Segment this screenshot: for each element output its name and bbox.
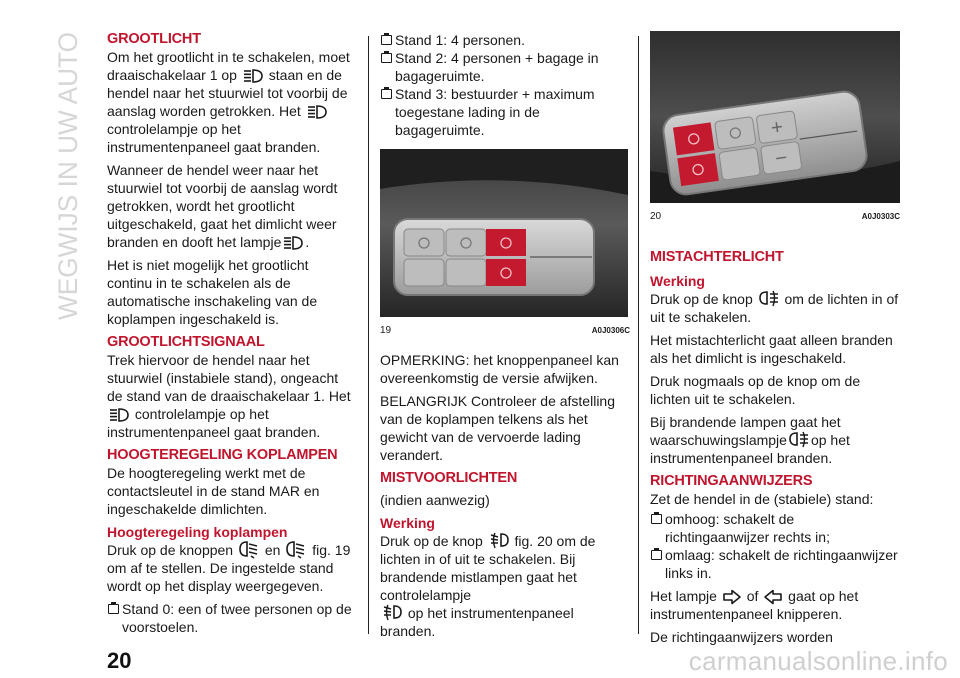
list-item: Stand 1: 4 personen. [380,31,630,49]
turn-signal-right-icon [722,589,742,605]
figure-20-image [650,31,900,203]
paragraph: Druk op de knoppen en fig. 19 om af te stellen. De ingestelde stand wordt op het display weergegeven. [107,542,351,594]
paragraph: (indien aanwezig) [380,492,490,508]
paragraph: Het mistachterlicht gaat alleen branden als het dimlicht is ingeschakeld. [650,332,893,366]
figure-code: A0J0306C [591,326,630,335]
turn-signal-left-icon [763,589,783,605]
column-2 [380,31,630,645]
paragraph: De richtingaanwijzers worden [650,629,833,645]
low-beam-icon [285,541,307,559]
paragraph: BELANGRIJK Controleer de afstelling van de koplampen telkens als het gewicht van de vervoerde lading verandert. [380,393,615,463]
heading-mistachterlicht: MISTACHTERLICHT [650,249,784,265]
high-beam-icon [242,68,264,84]
figure-20 [650,31,900,203]
list-item: Stand 0: een of twee personen op de voorstoelen. [107,600,355,636]
paragraph: Druk op de knop om de lichten in of uit te schakelen. [650,291,899,325]
bullet-icon [108,604,119,614]
rear-fog-light-icon [758,290,780,308]
low-beam-icon [238,541,260,559]
list-item: Stand 3: bestuurder + maximum toegestane lading in de bagageruimte. [380,85,630,139]
high-beam-icon [282,235,304,251]
paragraph: Om het grootlicht in te schakelen, moet draaischakelaar 1 op staan en de hendel naar het stuurwiel tot voorbij de aanslag worden getrokken. Het controlelampje op het instrumentenpaneel gaat branden. [107,49,350,155]
figure-19-image [380,149,628,317]
figure-19 [380,149,628,317]
bullet-icon [651,550,662,560]
list-item: omlaag: schakelt de richtingaanwijzer links in. [650,546,900,582]
figure-code: A0J0303C [861,212,900,221]
rear-fog-light-icon [788,431,810,449]
heading-hoogteregeling: HOOGTEREGELING KOPLAMPEN [107,447,338,463]
bullet-icon [381,89,392,99]
paragraph: Druk op de knop fig. 20 om de lichten in of uit te schakelen. Bij brandende mistlampen gaat het controlelampje op het instrumentenpaneel branden. [380,533,596,639]
paragraph: Trek hiervoor de hendel naar het stuurwiel (instabiele stand), ongeacht de stand van de draaischakelaar 1. Het controlelampje op het instrumentenpaneel gaat branden. [107,352,351,440]
side-tab [46,30,86,320]
subheading-werking: Werking [380,515,435,531]
high-beam-icon [306,104,328,120]
figure-number: 20 [650,211,662,222]
heading-grootlicht: GROOTLICHT [107,31,201,47]
subheading-werking: Werking [650,273,705,289]
heading-richtingaanwijzers: RICHTINGAANWIJZERS [650,473,813,489]
heading-grootlichtsignaal: GROOTLICHTSIGNAAL [107,334,265,350]
column-divider-2 [638,36,639,634]
column-3 [650,31,900,651]
heading-mistvoorlichten: MISTVOORLICHTEN [380,470,518,486]
column-divider-1 [368,36,369,634]
figure-number: 19 [380,325,392,336]
paragraph: OPMERKING: het knoppenpaneel kan overeenkomstig de versie afwijken. [380,352,619,386]
list-item: omhoog: schakelt de richtingaanwijzer rechts in; [650,510,900,546]
page-number: 20 [107,648,132,673]
figure-19-caption [380,325,630,337]
high-beam-icon [108,407,130,423]
paragraph: Het is niet mogelijk het grootlicht continu in te schakelen als de automatische inschakeling van de koplampen ingeschakeld is. [107,257,318,327]
paragraph: Het lampje of gaat op het instrumentenpaneel knipperen. [650,588,859,622]
front-fog-light-icon [488,532,510,550]
watermark: carmanualsonline.info [688,646,948,676]
paragraph: Zet de hendel in de (stabiele) stand: [650,491,874,507]
list-item: Stand 2: 4 personen + bagage in bagageruimte. [380,49,630,85]
paragraph: Druk nogmaals op de knop om de lichten uit te schakelen. [650,373,861,407]
bullet-icon [381,53,392,63]
front-fog-light-icon [381,604,403,622]
bullet-icon [651,514,662,524]
paragraph: De hoogteregeling werkt met de contactsleutel in de stand MAR en ingeschakelde dimlichten. [107,465,320,517]
paragraph: Bij brandende lampen gaat het waarschuwingslampje op het instrumentenpaneel branden. [650,414,850,466]
figure-20-caption [650,211,900,223]
side-tab-label: WEGWIJS IN UW AUTO [53,30,83,320]
paragraph: Wanneer de hendel weer naar het stuurwiel tot voorbij de aanslag wordt getrokken, wordt het grootlicht uitgeschakeld, gaat het dimlicht weer branden en dooft het lampje . [107,162,338,250]
bullet-icon [381,35,392,45]
subheading-hoogteregeling: Hoogteregeling koplampen [107,524,288,540]
column-1 [107,31,355,636]
